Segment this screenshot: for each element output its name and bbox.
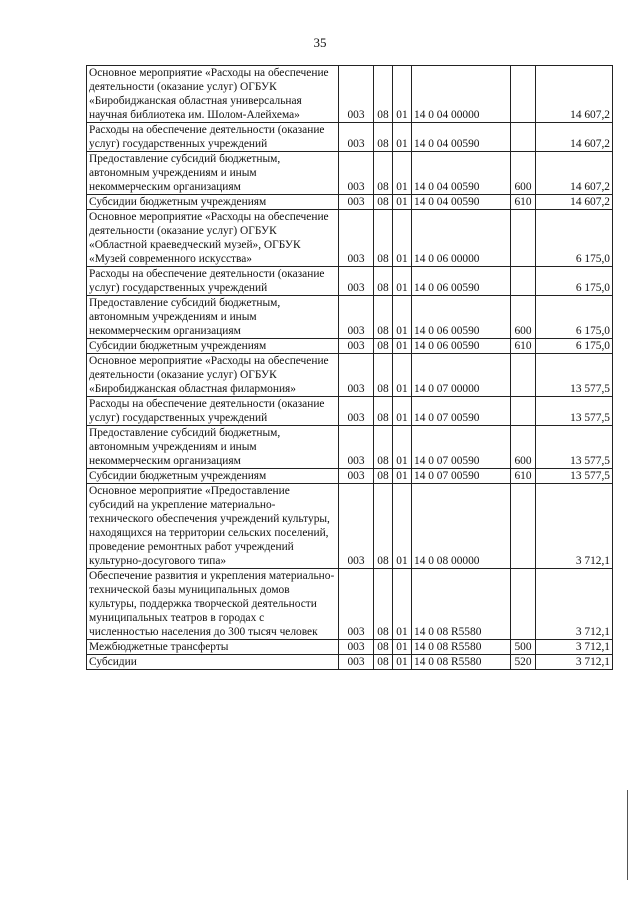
row-expense-type-code [511, 123, 536, 152]
row-amount: 6 175,0 [536, 267, 613, 296]
row-subsection-code: 01 [393, 152, 412, 195]
row-expense-type-code [511, 569, 536, 640]
table-row [87, 426, 613, 469]
scan-edge-line [627, 790, 628, 880]
row-target-item-code: 14 0 06 00000 [412, 210, 511, 267]
row-section-code: 08 [374, 339, 393, 354]
row-expense-type-code: 600 [511, 426, 536, 469]
row-target-item-code: 14 0 08 R5580 [412, 655, 511, 670]
row-target-item-code: 14 0 06 00590 [412, 296, 511, 339]
row-expense-type-code: 600 [511, 152, 536, 195]
page-number: 35 [313, 35, 327, 50]
row-target-item-code: 14 0 08 R5580 [412, 640, 511, 655]
row-expense-type-code [511, 267, 536, 296]
row-section-code: 08 [374, 426, 393, 469]
row-expense-type-code: 600 [511, 296, 536, 339]
row-expense-type-code [511, 354, 536, 397]
row-name: Межбюджетные трансферты [87, 640, 339, 655]
row-name: Субсидии бюджетным учреждениям [87, 195, 339, 210]
row-name: Субсидии бюджетным учреждениям [87, 469, 339, 484]
row-amount: 6 175,0 [536, 339, 613, 354]
row-amount: 13 577,5 [536, 469, 613, 484]
row-amount: 6 175,0 [536, 210, 613, 267]
table-row [87, 339, 613, 354]
row-amount: 6 175,0 [536, 296, 613, 339]
row-target-item-code: 14 0 07 00590 [412, 426, 511, 469]
row-section-code: 08 [374, 655, 393, 670]
row-ved-code: 003 [339, 569, 374, 640]
row-subsection-code: 01 [393, 267, 412, 296]
row-name: Предоставление субсидий бюджетным, автономным учреждениям и иным некоммерческим организациям [87, 426, 339, 469]
row-ved-code: 003 [339, 354, 374, 397]
row-subsection-code: 01 [393, 569, 412, 640]
row-ved-code: 003 [339, 397, 374, 426]
row-name: Обеспечение развития и укрепления материально-технической базы муниципальных домов культуры, поддержка творческой деятельности муниципальных театров в городах с численностью населения до 300 тысяч человек [87, 569, 339, 640]
row-section-code: 08 [374, 296, 393, 339]
row-ved-code: 003 [339, 296, 374, 339]
row-ved-code: 003 [339, 484, 374, 569]
row-section-code: 08 [374, 354, 393, 397]
row-name: Основное мероприятие «Расходы на обеспечение деятельности (оказание услуг) ОГБУК «Областной краеведческий музей», ОГБУК «Музей современного искусства» [87, 210, 339, 267]
row-ved-code: 003 [339, 339, 374, 354]
row-expense-type-code: 610 [511, 195, 536, 210]
row-ved-code: 003 [339, 123, 374, 152]
row-subsection-code: 01 [393, 123, 412, 152]
row-subsection-code: 01 [393, 469, 412, 484]
row-section-code: 08 [374, 66, 393, 123]
row-expense-type-code: 520 [511, 655, 536, 670]
row-amount: 13 577,5 [536, 426, 613, 469]
row-amount: 3 712,1 [536, 640, 613, 655]
row-ved-code: 003 [339, 152, 374, 195]
table-row [87, 296, 613, 339]
row-section-code: 08 [374, 397, 393, 426]
row-ved-code: 003 [339, 640, 374, 655]
row-section-code: 08 [374, 152, 393, 195]
row-subsection-code: 01 [393, 426, 412, 469]
row-target-item-code: 14 0 06 00590 [412, 339, 511, 354]
row-ved-code: 003 [339, 469, 374, 484]
row-target-item-code: 14 0 07 00590 [412, 469, 511, 484]
row-target-item-code: 14 0 08 00000 [412, 484, 511, 569]
row-section-code: 08 [374, 195, 393, 210]
row-ved-code: 003 [339, 426, 374, 469]
table-row [87, 469, 613, 484]
row-target-item-code: 14 0 08 R5580 [412, 569, 511, 640]
row-name: Основное мероприятие «Расходы на обеспечение деятельности (оказание услуг) ОГБУК «Биробиджанская областная филармония» [87, 354, 339, 397]
table-row [87, 210, 613, 267]
row-section-code: 08 [374, 210, 393, 267]
row-section-code: 08 [374, 484, 393, 569]
row-subsection-code: 01 [393, 296, 412, 339]
table-row [87, 152, 613, 195]
row-target-item-code: 14 0 07 00000 [412, 354, 511, 397]
row-amount: 14 607,2 [536, 152, 613, 195]
table-row [87, 267, 613, 296]
table-row [87, 484, 613, 569]
row-amount: 14 607,2 [536, 195, 613, 210]
row-subsection-code: 01 [393, 655, 412, 670]
table-row [87, 655, 613, 670]
row-amount: 3 712,1 [536, 569, 613, 640]
row-subsection-code: 01 [393, 397, 412, 426]
row-section-code: 08 [374, 469, 393, 484]
row-subsection-code: 01 [393, 354, 412, 397]
row-expense-type-code [511, 210, 536, 267]
row-expense-type-code [511, 397, 536, 426]
row-name: Основное мероприятие «Расходы на обеспечение деятельности (оказание услуг) ОГБУК «Биробиджанская областная универсальная научная библиотека им. Шолом-Алейхема» [87, 66, 339, 123]
table-row [87, 397, 613, 426]
row-subsection-code: 01 [393, 484, 412, 569]
row-amount: 13 577,5 [536, 354, 613, 397]
row-amount: 3 712,1 [536, 655, 613, 670]
row-subsection-code: 01 [393, 66, 412, 123]
row-ved-code: 003 [339, 195, 374, 210]
row-name: Предоставление субсидий бюджетным, автономным учреждениям и иным некоммерческим организациям [87, 296, 339, 339]
row-target-item-code: 14 0 04 00590 [412, 195, 511, 210]
row-name: Субсидии бюджетным учреждениям [87, 339, 339, 354]
budget-table-body [87, 66, 613, 670]
row-section-code: 08 [374, 267, 393, 296]
row-name: Расходы на обеспечение деятельности (оказание услуг) государственных учреждений [87, 397, 339, 426]
row-name: Расходы на обеспечение деятельности (оказание услуг) государственных учреждений [87, 123, 339, 152]
row-subsection-code: 01 [393, 339, 412, 354]
table-row [87, 195, 613, 210]
row-ved-code: 003 [339, 655, 374, 670]
row-ved-code: 003 [339, 210, 374, 267]
row-section-code: 08 [374, 123, 393, 152]
row-name: Субсидии [87, 655, 339, 670]
table-row [87, 354, 613, 397]
row-ved-code: 003 [339, 66, 374, 123]
row-expense-type-code: 610 [511, 469, 536, 484]
row-target-item-code: 14 0 04 00590 [412, 152, 511, 195]
budget-table [86, 65, 613, 670]
row-subsection-code: 01 [393, 210, 412, 267]
row-expense-type-code: 610 [511, 339, 536, 354]
table-row [87, 640, 613, 655]
row-amount: 13 577,5 [536, 397, 613, 426]
row-name: Предоставление субсидий бюджетным, автономным учреждениям и иным некоммерческим организациям [87, 152, 339, 195]
row-name: Основное мероприятие «Предоставление субсидий на укрепление материально-технического обеспечения учреждений культуры, находящихся на территории сельских поселений, проведение ремонтных работ учреждений культурно-досугового типа» [87, 484, 339, 569]
row-target-item-code: 14 0 07 00590 [412, 397, 511, 426]
row-target-item-code: 14 0 06 00590 [412, 267, 511, 296]
table-row [87, 123, 613, 152]
row-expense-type-code [511, 484, 536, 569]
row-section-code: 08 [374, 569, 393, 640]
row-amount: 3 712,1 [536, 484, 613, 569]
row-ved-code: 003 [339, 267, 374, 296]
row-amount: 14 607,2 [536, 66, 613, 123]
row-subsection-code: 01 [393, 195, 412, 210]
row-expense-type-code: 500 [511, 640, 536, 655]
row-expense-type-code [511, 66, 536, 123]
row-name: Расходы на обеспечение деятельности (оказание услуг) государственных учреждений [87, 267, 339, 296]
row-target-item-code: 14 0 04 00590 [412, 123, 511, 152]
table-row [87, 569, 613, 640]
table-row [87, 66, 613, 123]
row-section-code: 08 [374, 640, 393, 655]
row-subsection-code: 01 [393, 640, 412, 655]
row-target-item-code: 14 0 04 00000 [412, 66, 511, 123]
row-amount: 14 607,2 [536, 123, 613, 152]
